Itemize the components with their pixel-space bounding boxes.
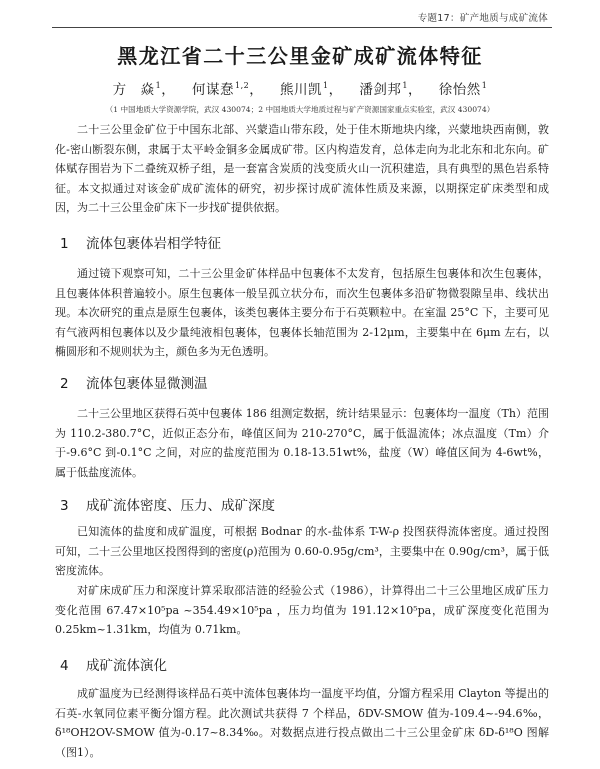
body-paragraph: 对矿床成矿压力和深度计算采取邵洁涟的经验公式（1986），计算得出二十三公里地区成矿压力变化范围 67.47×10⁵pa ~354.49×10⁵pa ，压力均值为 191.12×10⁵pa，成矿深度变化范围为 0.25km~1.31km，均值为 0.71km。 — [55, 584, 549, 636]
author: 方 焱$^1$， — [112, 81, 176, 98]
body-paragraph: 二十三公里地区获得石英中包裹体 186 组测定数据，统计结果显示：包裹体均一温度（Th）范围为 110.2-380.7°C，近似正态分布，峰值区间为 210-270°C，属于低温流体；冰点温度（Tm）介于-9.6°C 到-0.1°C 之间，对应的盐度范围为 0.18-13.51wt%，盐度（W）峰值区间为 4-6wt%，属于低盐度流体。 — [55, 407, 549, 479]
section-title: 流体包裹体岩相学特征 — [86, 236, 221, 252]
abstract-paragraph: 二十三公里金矿位于中国东北部、兴蒙造山带东段，处于佳木斯地块内缘，兴蒙地块西南侧，敦化-密山断裂东侧，隶属于太平岭金铜多金属成矿带。区内构造发育，总体走向为北北东和北东向。矿体赋存围岩为下二叠统双桥子组，是一套富含炭质的浅变质火山一沉积建造，具有典型的黑色岩系特征。本文拟通过对该金矿成矿流体的研究，初步探讨成矿流体性质及来源，以期探定矿床类型和成因，为二十三公里金矿床下一步找矿提供依据。 — [55, 123, 549, 214]
section-number: 4 — [60, 658, 69, 674]
section-title: 成矿流体演化 — [86, 658, 167, 674]
paper-title: 黑龙江省二十三公里金矿成矿流体特征 — [117, 44, 483, 68]
section-title: 流体包裹体显微测温 — [86, 376, 208, 392]
author-name: 徐怡然 — [438, 82, 481, 98]
author: 熊川凯$^1$， — [280, 81, 343, 98]
section-number: 3 — [60, 498, 69, 514]
header-rule — [52, 27, 552, 28]
body-paragraph: 已知流体的盐度和成矿温度，可根据 Bodnar 的水-盐体系 T-W-ρ 投图获得流体密度。通过投图可知，二十三公里地区投图得到的密度(ρ)范围为 0.60-0.95g/cm³，主要集中在 0.90g/cm³，属于低密度流体。 — [55, 525, 549, 577]
author-list — [0, 78, 600, 98]
section-title: 成矿流体密度、压力、成矿深度 — [86, 498, 275, 514]
body-paragraph: 通过镜下观察可知，二十三公里金矿体样品中包裹体不太发育，包括原生包裹体和次生包裹体，且包裹体体积普遍较小。原生包裹体一般呈孤立状分布，而次生包裹体多沿矿物微裂隙呈串、线状出现。本次研究的重点是原生包裹体，该类包裹体主要分布于石英颗粒中。在室温 25°C 下，主要可见有气液两相包裹体以及少量纯液相包裹体，包裹体长轴范围为 2-12μm，主要集中在 6μm 左右，以椭圆形和不规则状为主，颜色多为无色透明。 — [55, 267, 549, 358]
section-heading — [60, 232, 221, 252]
body-paragraph: 成矿温度为已经测得该样品石英中流体包裹体均一温度平均值，分馏方程采用 Clayton 等提出的石英-水氧同位素平衡分馏方程。此次测试共获得 7 个样品，δDV-SMOW 值为-109.4~-94.6‰，δ¹⁸OH2OV-SMOW 值为-0.17~8.34‰。对数据点进行投点做出二十三公里金矿床 δD-δ¹⁸O 图解（图1）。 — [55, 687, 549, 759]
section-heading — [60, 494, 275, 514]
affiliation: （1 中国地质大学资源学院，武汉 430074；2 中国地质大学地质过程与矿产资源国家重点实验室，武汉 430074） — [105, 105, 495, 114]
author — [439, 82, 488, 98]
author-affil-mark: 1 — [481, 81, 488, 90]
author: 何谋惷$^{1,2}$， — [191, 81, 264, 98]
section-heading — [60, 372, 208, 392]
section-heading — [60, 654, 167, 674]
section-number: 2 — [60, 376, 69, 392]
author-affil-mark: 1 — [402, 81, 408, 90]
author-affil-mark: 1,2 — [234, 81, 250, 90]
author-name: 潘剑邦 — [359, 82, 402, 98]
section-number: 1 — [60, 236, 69, 252]
author-name: 何谋惷 — [191, 82, 234, 98]
running-head: 专题17：矿产地质与成矿流体 — [417, 13, 548, 24]
author-affil-mark: 1 — [155, 81, 162, 90]
author-affil-mark: 1 — [323, 81, 329, 90]
author-name: 方 焱 — [112, 82, 155, 98]
author-name: 熊川凯 — [280, 82, 323, 98]
author: 潘剑邦$^1$， — [359, 81, 422, 98]
